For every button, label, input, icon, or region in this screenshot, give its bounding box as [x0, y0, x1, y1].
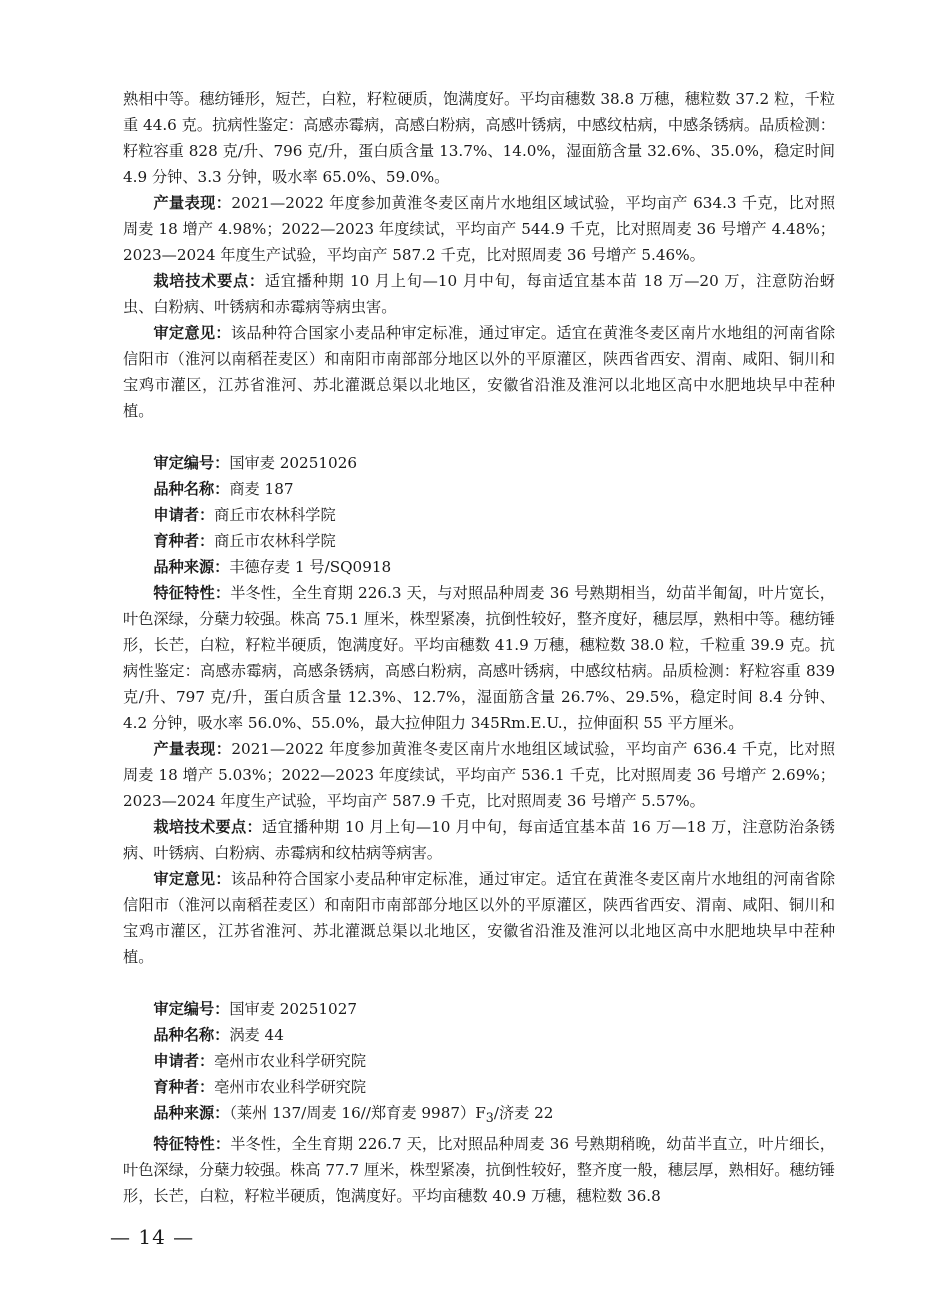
variety-source [123, 1100, 835, 1131]
cultivation-text: 适宜播种期 10 月上旬—10 月中旬，每亩适宜基本苗 18 万—20 万，注意防治蚜虫、白粉病、叶锈病和赤霉病等病虫害。 [123, 272, 835, 316]
opinion-text: 该品种符合国家小麦品种审定标准，通过审定。适宜在黄淮冬麦区南片水地组的河南省除信阳市（淮河以南稻茬麦区）和南阳市南部部分地区以外的平原灌区，陕西省西安、渭南、咸阳、铜川和宝鸡市灌区，江苏省淮河、苏北灌溉总渠以北地区，安徽省沿淮及淮河以北地区高中水肥地块早中茬种植。 [123, 324, 836, 420]
yield-text: 2021—2022 年度参加黄淮冬麦区南片水地组区域试验，平均亩产 636.4 千克，比对照周麦 18 增产 5.03%；2022—2023 年度续试，平均亩产 536.1 千克，比对照周麦 36 号增产 2.69%；2023—2024 年度生产试验，平均亩产 587.9 千克，比对照周麦 36 号增产 5.57%。 [123, 740, 836, 810]
traits-text: 半冬性，全生育期 226.3 天，与对照品种周麦 36 号熟期相当，幼苗半匍匐，叶片宽长，叶色深绿，分蘖力较强。株高 75.1 厘米，株型紧凑，抗倒性较好，整齐度好，穗层厚，熟相中等。穗纺锤形，长芒，白粒，籽粒半硬质，饱满度好。平均亩穗数 41.9 万穗，穗粒数 38.0 粒，千粒重 39.9 克。抗病性鉴定：高感赤霉病，高感条锈病，高感白粉病，高感叶锈病，中感纹枯病。品质检测：籽粒容重 839 克/升、797 克/升，蛋白质含量 12.3%、12.7%，湿面筋含量 26.7%、29.5%，稳定时间 8.4 分钟、4.2 分钟，吸水率 56.0%、55.0%，最大拉伸阻力 345Rm.E.U.，拉伸面积 55 平方厘米。 [123, 584, 835, 732]
approval-code [123, 996, 835, 1022]
cultivation-text: 适宜播种期 10 月上旬—10 月中旬，每亩适宜基本苗 16 万—18 万，注意防治条锈病、叶锈病、白粉病、赤霉病和纹枯病等病害。 [123, 818, 835, 862]
variety-name [123, 1022, 835, 1048]
variety-name-value: 商麦 187 [229, 480, 294, 498]
cultivation-paragraph [123, 268, 835, 320]
variety-name-label: 品种名称： [153, 480, 230, 498]
variety-name-value: 涡麦 44 [229, 1026, 284, 1044]
variety-source-value: （莱州 137/周麦 16//郑育麦 9987）F [229, 1104, 486, 1122]
variety-name [123, 476, 835, 502]
approval-code-label: 审定编号： [153, 1000, 230, 1018]
traits-paragraph [123, 1131, 835, 1209]
breeder-label: 育种者： [153, 532, 215, 550]
section-gap [123, 424, 835, 450]
approval-code-value: 国审麦 20251027 [229, 1000, 358, 1018]
yield-paragraph [123, 190, 835, 268]
traits-continuation: 熟相中等。穗纺锤形，短芒，白粒，籽粒硬质，饱满度好。平均亩穗数 38.8 万穗，穗粒数 37.2 粒，千粒重 44.6 克。抗病性鉴定：高感赤霉病，高感白粉病，高感叶锈病，中感纹枯病，中感条锈病。品质检测：籽粒容重 828 克/升、796 克/升，蛋白质含量 13.7%、14.0%，湿面筋含量 32.6%、35.0%，稳定时间 4.9 分钟、3.3 分钟，吸水率 65.0%、59.0%。 [123, 90, 835, 186]
breeder-value: 亳州市农业科学研究院 [214, 1078, 367, 1096]
breeder [123, 528, 835, 554]
traits-paragraph [123, 580, 835, 736]
opinion-paragraph [123, 866, 835, 970]
yield-label: 产量表现： [153, 740, 232, 758]
traits-label: 特征特性： [153, 1135, 231, 1154]
approval-code-value: 国审麦 20251026 [229, 454, 358, 472]
breeder-value: 商丘市农林科学院 [214, 532, 336, 550]
opinion-text: 该品种符合国家小麦品种审定标准，通过审定。适宜在黄淮冬麦区南片水地组的河南省除信阳市（淮河以南稻茬麦区）和南阳市南部部分地区以外的平原灌区，陕西省西安、渭南、咸阳、铜川和宝鸡市灌区，江苏省淮河、苏北灌溉总渠以北地区，安徽省沿淮及淮河以北地区高中水肥地块早中茬种植。 [123, 870, 836, 966]
generation-subscript: 3 [485, 1110, 494, 1126]
applicant [123, 502, 835, 528]
approval-code-label: 审定编号： [153, 454, 230, 472]
approval-code [123, 450, 835, 476]
applicant-label: 申请者： [153, 506, 215, 524]
yield-text: 2021—2022 年度参加黄淮冬麦区南片水地组区域试验，平均亩产 634.3 千克，比对照周麦 18 增产 4.98%；2022—2023 年度续试，平均亩产 544.9 千克，比对照周麦 36 号增产 4.48%；2023—2024 年度生产试验，平均亩产 587.2 千克，比对照周麦 36 号增产 5.46%。 [123, 194, 836, 264]
section-gap [123, 970, 835, 996]
variety-name-label: 品种名称： [153, 1026, 230, 1044]
variety-source-label: 品种来源： [153, 558, 230, 576]
opinion-label: 审定意见： [153, 870, 231, 888]
cultivation-label: 栽培技术要点： [153, 272, 265, 290]
opinion-paragraph [123, 320, 835, 424]
cultivation-paragraph [123, 814, 835, 866]
applicant-value: 商丘市农林科学院 [214, 506, 336, 524]
variety-source-value: 丰德存麦 1 号/SQ0918 [229, 558, 392, 576]
variety-source-tail: /济麦 22 [493, 1104, 554, 1122]
traits-text: 半冬性，全生育期 226.7 天，比对照品种周麦 36 号熟期稍晚，幼苗半直立，叶片细长，叶色深绿，分蘖力较强。株高 77.7 厘米，株型紧凑，抗倒性较好，整齐度一般，穗层厚，熟相好。穗纺锤形，长芒，白粒，籽粒半硬质，饱满度好。平均亩穗数 40.9 万穗，穗粒数 36.8 [123, 1135, 835, 1206]
opinion-label: 审定意见： [153, 324, 231, 342]
page-number: — 14 — [110, 1225, 195, 1249]
yield-paragraph [123, 736, 835, 814]
variety-source [123, 554, 835, 580]
traits-label: 特征特性： [153, 584, 231, 602]
applicant-label: 申请者： [153, 1052, 215, 1070]
breeder [123, 1074, 835, 1100]
applicant-value: 亳州市农业科学研究院 [214, 1052, 367, 1070]
yield-label: 产量表现： [153, 194, 232, 212]
cultivation-label: 栽培技术要点： [153, 818, 263, 836]
document-body [123, 86, 835, 1209]
variety-source-label: 品种来源： [153, 1104, 230, 1122]
breeder-label: 育种者： [153, 1078, 215, 1096]
applicant [123, 1048, 835, 1074]
